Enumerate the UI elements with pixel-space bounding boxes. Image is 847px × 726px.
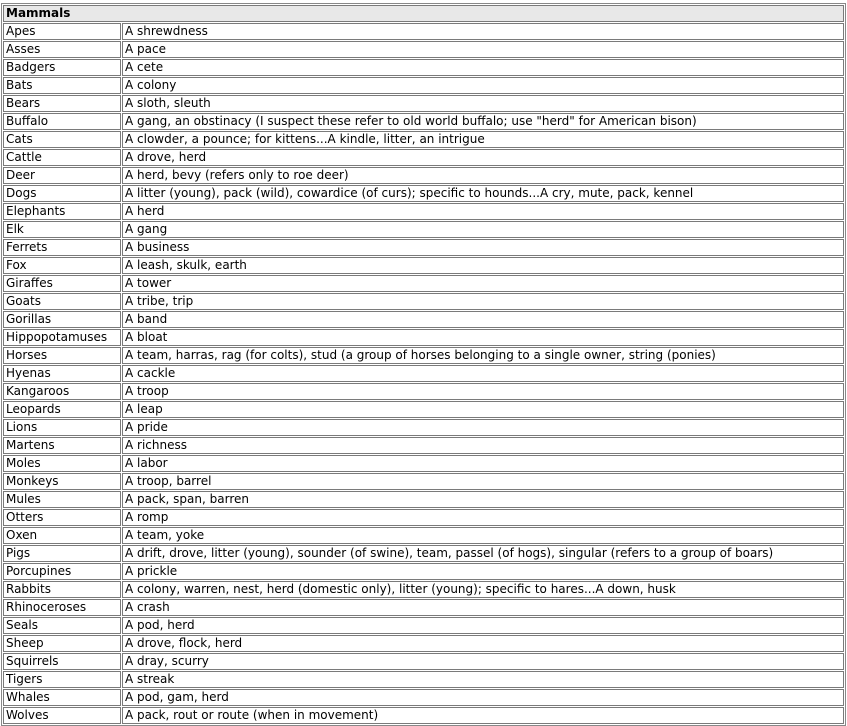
table-row	[3, 77, 844, 94]
group-name-cell: A troop, barrel	[122, 473, 844, 490]
animal-cell: Porcupines	[3, 563, 121, 580]
group-name-cell: A bloat	[122, 329, 844, 346]
animal-cell: Giraffes	[3, 275, 121, 292]
group-name-cell: A leap	[122, 401, 844, 418]
animal-cell: Apes	[3, 23, 121, 40]
group-name-cell: A colony, warren, nest, herd (domestic only), litter (young); specific to hares...A down, husk	[122, 581, 844, 598]
group-name-cell: A labor	[122, 455, 844, 472]
group-name-cell: A drove, herd	[122, 149, 844, 166]
group-name-cell: A richness	[122, 437, 844, 454]
animal-cell: Pigs	[3, 545, 121, 562]
table-row	[3, 275, 844, 292]
animal-cell: Seals	[3, 617, 121, 634]
group-name-cell: A pace	[122, 41, 844, 58]
animal-cell: Squirrels	[3, 653, 121, 670]
group-name-cell: A pod, herd	[122, 617, 844, 634]
animal-cell: Elk	[3, 221, 121, 238]
group-name-cell: A colony	[122, 77, 844, 94]
table-row	[3, 545, 844, 562]
animal-cell: Monkeys	[3, 473, 121, 490]
group-name-cell: A pack, span, barren	[122, 491, 844, 508]
table-row	[3, 509, 844, 526]
group-name-cell: A pod, gam, herd	[122, 689, 844, 706]
animal-cell: Rhinoceroses	[3, 599, 121, 616]
animal-cell: Elephants	[3, 203, 121, 220]
table-row	[3, 419, 844, 436]
animal-cell: Ferrets	[3, 239, 121, 256]
group-name-cell: A pack, rout or route (when in movement)	[122, 707, 844, 724]
group-name-cell: A herd	[122, 203, 844, 220]
group-name-cell: A romp	[122, 509, 844, 526]
table-row	[3, 185, 844, 202]
table-row	[3, 365, 844, 382]
table-row	[3, 131, 844, 148]
table-row	[3, 473, 844, 490]
group-name-cell: A pride	[122, 419, 844, 436]
group-name-cell: A tower	[122, 275, 844, 292]
animal-cell: Mules	[3, 491, 121, 508]
animal-cell: Goats	[3, 293, 121, 310]
animal-cell: Gorillas	[3, 311, 121, 328]
animal-cell: Bears	[3, 95, 121, 112]
animal-cell: Cats	[3, 131, 121, 148]
animal-cell: Wolves	[3, 707, 121, 724]
group-name-cell: A herd, bevy (refers only to roe deer)	[122, 167, 844, 184]
group-name-cell: A gang, an obstinacy (I suspect these refer to old world buffalo; use "herd" for American bison)	[122, 113, 844, 130]
table-row	[3, 383, 844, 400]
table-row	[3, 203, 844, 220]
animal-cell: Asses	[3, 41, 121, 58]
table-row	[3, 527, 844, 544]
table-row	[3, 563, 844, 580]
animal-cell: Cattle	[3, 149, 121, 166]
animal-cell: Hippopotamuses	[3, 329, 121, 346]
table-row	[3, 437, 844, 454]
animal-cell: Sheep	[3, 635, 121, 652]
group-name-cell: A drift, drove, litter (young), sounder (of swine), team, passel (of hogs), singular (refers to a group of boars)	[122, 545, 844, 562]
animal-cell: Dogs	[3, 185, 121, 202]
table-row	[3, 617, 844, 634]
table-row	[3, 581, 844, 598]
animal-cell: Lions	[3, 419, 121, 436]
table-header-row	[3, 5, 844, 22]
table-row	[3, 293, 844, 310]
group-name-cell: A litter (young), pack (wild), cowardice (of curs); specific to hounds...A cry, mute, pack, kennel	[122, 185, 844, 202]
table-row	[3, 329, 844, 346]
group-name-cell: A dray, scurry	[122, 653, 844, 670]
group-name-cell: A leash, skulk, earth	[122, 257, 844, 274]
animal-cell: Tigers	[3, 671, 121, 688]
group-name-cell: A tribe, trip	[122, 293, 844, 310]
group-name-cell: A prickle	[122, 563, 844, 580]
animal-cell: Deer	[3, 167, 121, 184]
table-row	[3, 347, 844, 364]
animal-cell: Buffalo	[3, 113, 121, 130]
table-row	[3, 401, 844, 418]
table-row	[3, 59, 844, 76]
animal-cell: Horses	[3, 347, 121, 364]
group-name-cell: A band	[122, 311, 844, 328]
table-row	[3, 689, 844, 706]
group-name-cell: A drove, flock, herd	[122, 635, 844, 652]
group-name-cell: A cete	[122, 59, 844, 76]
animal-cell: Kangaroos	[3, 383, 121, 400]
table-row	[3, 653, 844, 670]
group-name-cell: A streak	[122, 671, 844, 688]
animal-cell: Otters	[3, 509, 121, 526]
group-name-cell: A shrewdness	[122, 23, 844, 40]
group-name-cell: A troop	[122, 383, 844, 400]
animal-cell: Oxen	[3, 527, 121, 544]
table-row	[3, 635, 844, 652]
table-row	[3, 707, 844, 724]
group-name-cell: A team, yoke	[122, 527, 844, 544]
animal-cell: Rabbits	[3, 581, 121, 598]
table-row	[3, 41, 844, 58]
animal-cell: Hyenas	[3, 365, 121, 382]
table-row	[3, 23, 844, 40]
table-row	[3, 311, 844, 328]
animal-cell: Martens	[3, 437, 121, 454]
table-row	[3, 239, 844, 256]
table-row	[3, 221, 844, 238]
group-name-cell: A clowder, a pounce; for kittens...A kindle, litter, an intrigue	[122, 131, 844, 148]
mammals-table	[1, 3, 846, 726]
table-row	[3, 113, 844, 130]
table-header: Mammals	[3, 5, 844, 22]
table-row	[3, 599, 844, 616]
animal-cell: Moles	[3, 455, 121, 472]
group-name-cell: A crash	[122, 599, 844, 616]
table-row	[3, 257, 844, 274]
group-name-cell: A gang	[122, 221, 844, 238]
animal-cell: Fox	[3, 257, 121, 274]
group-name-cell: A team, harras, rag (for colts), stud (a group of horses belonging to a single owner, string (ponies)	[122, 347, 844, 364]
table-row	[3, 95, 844, 112]
table-row	[3, 491, 844, 508]
table-row	[3, 149, 844, 166]
group-name-cell: A business	[122, 239, 844, 256]
table-row	[3, 671, 844, 688]
table-row	[3, 167, 844, 184]
animal-cell: Leopards	[3, 401, 121, 418]
table-row	[3, 455, 844, 472]
table-body	[3, 23, 844, 724]
animal-cell: Bats	[3, 77, 121, 94]
animal-cell: Badgers	[3, 59, 121, 76]
animal-cell: Whales	[3, 689, 121, 706]
group-name-cell: A sloth, sleuth	[122, 95, 844, 112]
group-name-cell: A cackle	[122, 365, 844, 382]
